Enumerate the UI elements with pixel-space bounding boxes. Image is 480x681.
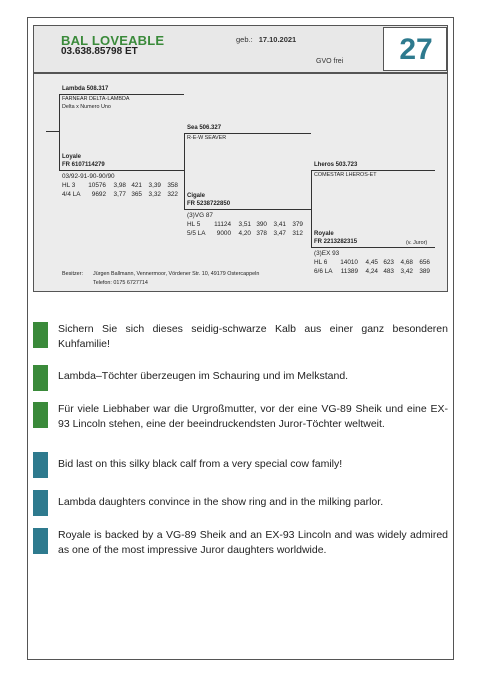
lactation-prot-pct: 4,68 bbox=[400, 259, 413, 266]
bullet-text: Lambda–Töchter überzeugen im Schauring und im Melkstand. bbox=[58, 370, 349, 382]
granddam-id: FR 5238722850 bbox=[187, 201, 231, 207]
granddam-classification: (3)VG 87 bbox=[187, 212, 213, 219]
great-granddam-lactation-row bbox=[314, 259, 430, 267]
bullet-marker bbox=[33, 322, 48, 348]
lactation-prot-pct: 3,39 bbox=[148, 182, 161, 189]
lactation-prot-kg: 656 bbox=[419, 259, 430, 266]
lactation-fat-pct: 3,98 bbox=[113, 182, 126, 189]
dam-sire-name: Sea 506.327 bbox=[187, 125, 222, 131]
lactation-prot-kg: 312 bbox=[292, 230, 303, 237]
granddam-lactation-row bbox=[187, 230, 303, 238]
lactation-prot-pct: 3,41 bbox=[273, 221, 286, 228]
lactation-label: HL 5 bbox=[187, 221, 201, 228]
sire-name: Lambda 508.317 bbox=[62, 86, 109, 92]
lot-box bbox=[383, 27, 447, 71]
lactation-fat-kg: 623 bbox=[383, 259, 394, 266]
pedigree-line bbox=[59, 94, 184, 95]
lactation-prot-kg: 358 bbox=[167, 182, 178, 189]
lactation-fat-kg: 483 bbox=[383, 268, 394, 275]
pedigree-line bbox=[46, 131, 59, 132]
lactation-label: HL 3 bbox=[62, 182, 76, 189]
bullet-marker bbox=[33, 402, 48, 428]
bullet-text: Für viele Liebhaber war die Urgroßmutter, vor der eine VG-89 Sheik und eine EX-93 Lincoln stehen, eine der beeindruckendsten Juror-Töchter weltweit. bbox=[58, 403, 448, 430]
lactation-fat-kg: 421 bbox=[131, 182, 142, 189]
dam-name: Loyale bbox=[62, 154, 82, 160]
birth-label: geb.: bbox=[236, 35, 253, 44]
owner: Jürgen Ballmann, Vennermoor, Vördener Str. 10, 49179 Ostercappeln bbox=[93, 271, 260, 277]
pedigree-line bbox=[184, 209, 311, 210]
great-granddam-lactation-row bbox=[314, 268, 430, 276]
granddam-name: Cigale bbox=[187, 193, 206, 199]
birth-date bbox=[236, 35, 296, 44]
bullet-marker bbox=[33, 365, 48, 391]
lactation-prot-pct: 3,47 bbox=[273, 230, 286, 237]
great-granddam-name: Royale bbox=[314, 231, 334, 237]
pedigree-line bbox=[184, 133, 311, 134]
dam-lactation-row bbox=[62, 182, 178, 190]
dam-classification: 03/92-91-90-90/90 bbox=[62, 173, 115, 180]
lactation-fat-kg: 390 bbox=[256, 221, 267, 228]
lactation-label: HL 6 bbox=[314, 259, 328, 266]
lactation-milk: 9000 bbox=[216, 230, 231, 237]
granddam-lactation-row bbox=[187, 221, 303, 229]
lactation-milk: 14010 bbox=[340, 259, 358, 266]
birth-date-value: 17.10.2021 bbox=[258, 35, 297, 44]
sire-parents: Delta x Numero Uno bbox=[62, 104, 111, 110]
great-granddam-sire-note: (v. Juror) bbox=[406, 240, 428, 246]
lactation-prot-kg: 322 bbox=[167, 191, 178, 198]
lactation-prot-pct: 3,32 bbox=[148, 191, 161, 198]
pedigree-line bbox=[311, 170, 312, 248]
bullet-marker bbox=[33, 528, 48, 554]
sire-full-name: FARNEAR DELTA-LAMBDA bbox=[62, 96, 130, 102]
dam-id: FR 6107114279 bbox=[62, 162, 105, 168]
animal-id: 03.638.85798 ET bbox=[61, 46, 138, 57]
owner-label: Besitzer: bbox=[62, 271, 83, 277]
dam-sire-full-name: R-E-W SEAVER bbox=[187, 135, 227, 141]
dam-lactation-row bbox=[62, 191, 178, 199]
lactation-label: 5/5 LA bbox=[187, 230, 206, 237]
lactation-milk: 9692 bbox=[91, 191, 106, 198]
lactation-milk: 10576 bbox=[88, 182, 106, 189]
lactation-fat-kg: 365 bbox=[131, 191, 142, 198]
granddam-sire-full-name: COMESTAR LHEROS-ET bbox=[314, 172, 377, 178]
lactation-fat-pct: 4,45 bbox=[365, 259, 378, 266]
bullet-text: Lambda daughters convince in the show ring and in the milking parlor. bbox=[58, 496, 384, 508]
lactation-fat-pct: 4,20 bbox=[238, 230, 251, 237]
bullet-marker bbox=[33, 452, 48, 478]
bullet-text: Bid last on this silky black calf from a very special cow family! bbox=[58, 458, 343, 470]
lactation-prot-kg: 379 bbox=[292, 221, 303, 228]
pedigree-line bbox=[59, 170, 184, 171]
lactation-label: 6/6 LA bbox=[314, 268, 333, 275]
bullet-text: Sichern Sie sich dieses seidig-schwarze Kalb aus einer ganz besonderen Kuhfamilie! bbox=[58, 323, 448, 350]
lactation-prot-kg: 389 bbox=[419, 268, 430, 275]
bullet-text: Royale is backed by a VG-89 Sheik and an EX-93 Lincoln and was widely admired as one of the most impressive Juror daughters worldwide. bbox=[58, 529, 448, 556]
lactation-milk: 11124 bbox=[214, 221, 231, 228]
lactation-milk: 11389 bbox=[340, 268, 358, 275]
lactation-prot-pct: 3,42 bbox=[400, 268, 413, 275]
great-granddam-id: FR 2213282315 bbox=[314, 239, 358, 245]
lactation-fat-pct: 3,51 bbox=[238, 221, 251, 228]
granddam-sire-name: Lheros 503.723 bbox=[314, 162, 358, 168]
animal-name: BAL LOVEABLE bbox=[61, 33, 165, 48]
lot-number: 27 bbox=[399, 33, 433, 66]
pedigree-line bbox=[59, 94, 60, 171]
bullet-marker bbox=[33, 490, 48, 516]
lactation-label: 4/4 LA bbox=[62, 191, 81, 198]
lactation-fat-pct: 4,24 bbox=[365, 268, 378, 275]
pedigree-line bbox=[311, 247, 435, 248]
gvo-label: GVO frei bbox=[316, 58, 344, 65]
pedigree-line bbox=[184, 133, 185, 210]
owner-phone: Telefon: 0175 6727714 bbox=[93, 280, 148, 286]
great-granddam-classification: (3)EX 93 bbox=[314, 250, 340, 257]
pedigree-line bbox=[311, 170, 435, 171]
lactation-fat-kg: 378 bbox=[256, 230, 267, 237]
lactation-fat-pct: 3,77 bbox=[113, 191, 126, 198]
